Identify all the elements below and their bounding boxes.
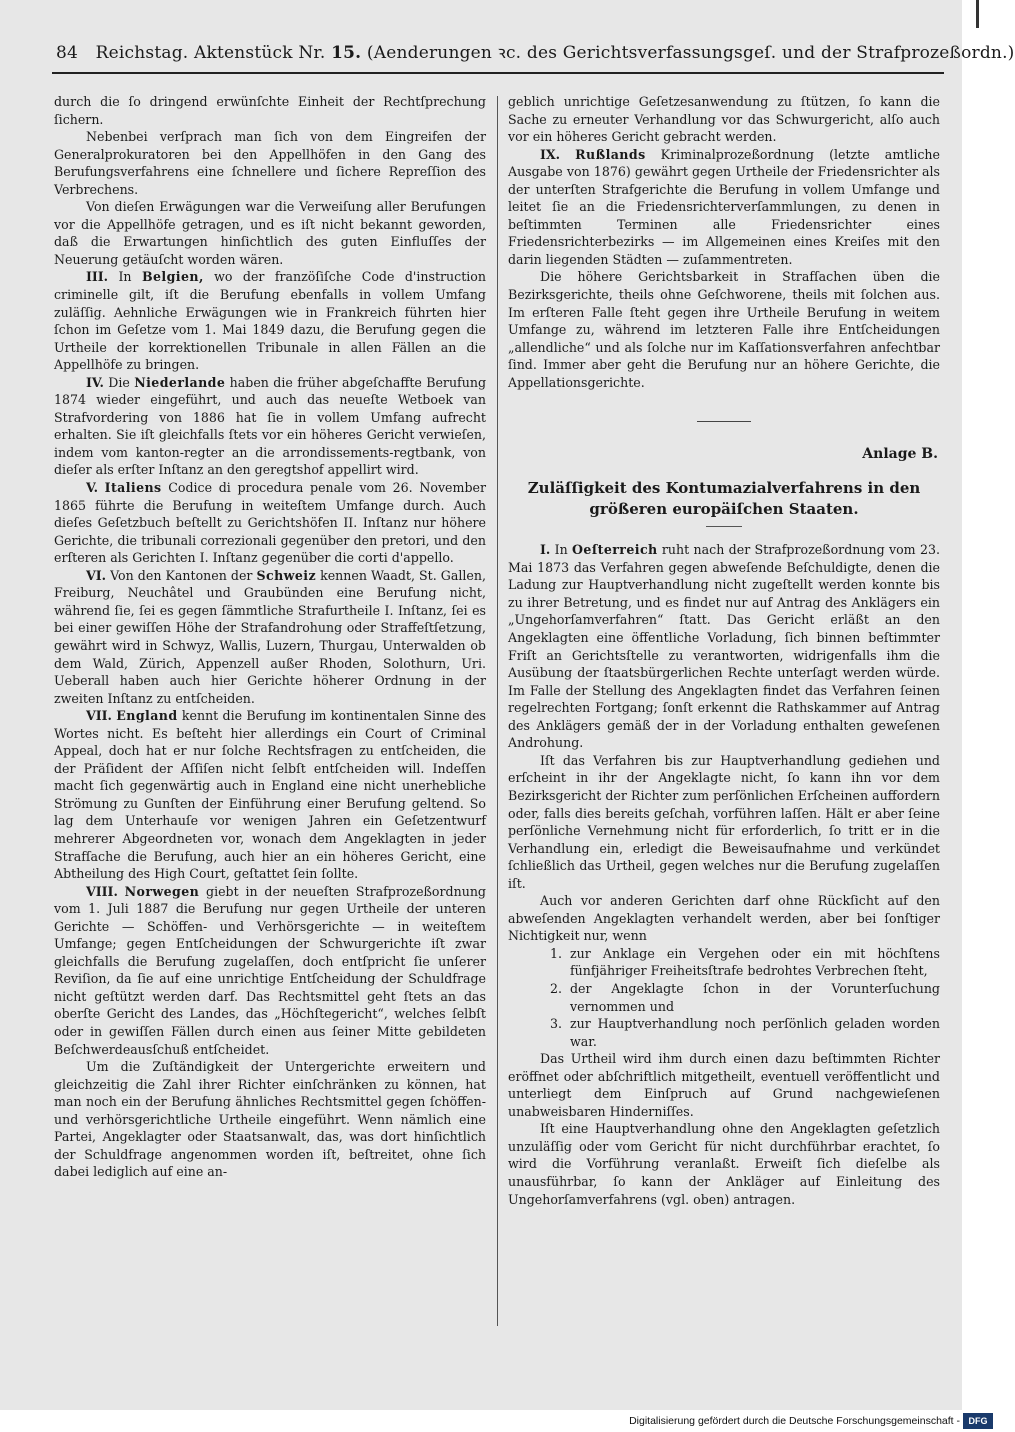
list-number: 1.: [550, 945, 563, 961]
paragraph: durch die ſo dringend erwünſchte Einheit der Rechtſprechung ſichern.: [54, 94, 486, 127]
dfg-logo: DFG: [963, 1413, 993, 1429]
country-name: England: [116, 708, 178, 724]
section-text-prefix: In: [550, 542, 573, 558]
country-name: Rußlands: [575, 146, 646, 162]
country-name: Belgien,: [141, 269, 204, 285]
section-number: VI.: [86, 567, 107, 583]
section-number: IV.: [86, 374, 104, 390]
list-item: [550, 1015, 940, 1050]
paragraph: Auch vor anderen Gerichten darf ohne Rückſicht auf den abweſenden Angeklagten verhandelt werden, aber bei ſonſtiger Nichtigkeit nur, wenn: [508, 893, 940, 944]
section-england: [54, 707, 486, 882]
list-item: [550, 945, 940, 980]
running-header: [56, 38, 1015, 68]
digitization-credit: Digitalisierung gefördert durch die Deutsche Forschungsgemeinschaft -: [629, 1415, 960, 1427]
list-item: [550, 980, 940, 1015]
conditions-list: [508, 945, 940, 1050]
header-rule: [52, 72, 944, 74]
country-name: Oeſterreich: [572, 542, 658, 558]
section-number: IX.: [540, 146, 561, 162]
header-title: Reichstag. Aktenstück Nr.: [95, 43, 326, 63]
list-text: der Angeklagte ſchon in der Vorunterſuchung vernommen und: [570, 980, 940, 1014]
section-russland: [508, 146, 940, 269]
section-text: ruht nach der Strafprozeßordnung vom 23. Mai 1873 das Verfahren gegen abweſende Beſchuldigte, denen die Ladung zur Hauptverhandlung nicht zugeſtellt werden konnte bis zu ihrer Betretung, und es findet nur auf Antrag des Anklägers ein „Ungehorſamverfahren“ ſtatt. Das Gericht erläßt an den Angeklagten eine öffentliche Vorladung, ſich binnen beſtimmter Friſt an Gerichtsſtelle zu verantworten, widrigenfalls ihm die Ausübung der ſtaatsbürgerlichen Rechte unterſagt werden würde. Im Falle der Stellung des Angeklagten findet das Verfahren ſeinen regelrechten Fortgang; ſonſt erkennt die Rathskammer auf Antrag des Anklägers gemäß der in der Vorladung enthalten geweſenen Androhung.: [508, 542, 940, 751]
section-belgien: III. In Belgien, wo der franzöſiſche Code d'instruction criminelle gilt, iſt die Berufung ebenfalls in vollem Umfang zuläſſig. Aehnliche Erwägungen wie in Frankreich führten hier ſchon im Geſetze vom 1. Mai 1849 dazu, die Berufung gegen die Urtheile der korrektionellen Tribunale in allen Fällen an die Appellhöfe zu bringen.: [54, 269, 486, 373]
list-number: 3.: [550, 1016, 563, 1032]
country-name: Italiens: [104, 480, 162, 496]
page-margin: [962, 0, 1000, 1410]
section-oesterreich: [508, 541, 940, 752]
section-text-prefix: Von den Kantonen der: [106, 567, 257, 583]
country-name: Norwegen: [124, 883, 200, 899]
section-text: wo der franzöſiſche Code d'instruction criminelle gilt, iſt die Berufung ebenfalls in vollem Umfang zuläſſig. Aehnliche Erwägungen wie in Frankreich führten hier ſchon im Geſetze vom 1. Mai 1849 dazu, die Berufung gegen die Urtheile der korrektionellen Tribunale in allen Fällen an die Appellhöfe zu bringen.: [54, 269, 486, 373]
page-number: 84: [56, 43, 79, 63]
section-number: III.: [86, 269, 109, 285]
appendix-heading: Zuläſſigkeit des Kontumazialverfahrens in den größeren europäiſchen Staaten.: [527, 479, 921, 519]
left-column: [54, 93, 486, 1181]
paragraph: Von dieſen Erwägungen war die Verweiſung aller Berufungen vor die Appellhöfe getragen, und es iſt nicht bekannt geworden, daß die Erwartungen hinſichtlich des guten Einfluſſes der Neuerung getäuſcht worden wären.: [54, 199, 486, 267]
paragraph: Das Urtheil wird ihm durch einen dazu beſtimmten Richter eröffnet oder abſchriftlich mitgetheilt, eventuell veröffentlicht und unterliegt dem Einſpruch auf Grund nachgewieſenen unabweisbaren Hinderniſſes.: [508, 1051, 940, 1119]
country-name: Niederlande: [134, 374, 226, 390]
paragraph: Um die Zuſtändigkeit der Untergerichte erweitern und gleichzeitig die Zahl ihrer Richter einſchränken zu können, hat man noch ein der Berufung ähnliches Rechtsmittel gegen ſchöffen- und verhörsgerichtliche Urtheile eingeführt. Wenn nämlich eine Partei, Angeklagter oder Staatsanwalt, das, was dort hinſichtlich der Schuldfrage angenommen worden iſt, beſtreitet, ohne ſich dabei lediglich auf eine an-: [54, 1059, 486, 1180]
paragraph: Nebenbei verſprach man ſich von dem Eingreifen der Generalprokuratoren bei den Appellhöfen in den Gang des Berufungsverfahrens eine ſchnellere und ſichere Repreſſion des Verbrechens.: [54, 129, 486, 197]
section-text-prefix: Die: [103, 374, 135, 390]
list-text: zur Anklage ein Vergehen oder ein mit höchſtens fünfjähriger Freiheitsſtrafe bedrohtes Verbrechen ſteht,: [570, 945, 940, 979]
right-column: [508, 93, 940, 1208]
paragraph: geblich unrichtige Geſetzesanwendung zu ſtützen, ſo kann die Sache zu erneuter Verhandlung vor das Schwurgericht, alſo auch vor ein höheres Gericht gebracht werden.: [508, 94, 940, 145]
heading-separator: [706, 526, 742, 527]
scan-edge-mark: [976, 0, 979, 28]
list-text: zur Hauptverhandlung noch perſönlich geladen worden war.: [570, 1016, 940, 1049]
header-subtitle: (Aenderungen ꝛc. des Gerichtsverfassungsgeſ. und der Strafprozeßordn.): [366, 43, 1015, 63]
section-text: kennt die Berufung im kontinentalen Sinne des Wortes nicht. Es beſteht hier allerdings ein Court of Criminal Appeal, doch hat er nur ſolche Rechtsfragen zu entſcheiden, die der Präſident der Aſſiſen nicht ſelbſt entſcheiden will. Indeſſen macht ſich gegenwärtig auch in England eine nicht unerhebliche Strömung zu Gunſten der Einführung einer Berufung geltend. So lag dem Unterhauſe vor wenigen Jahren ein Geſetzentwurf mehrerer Abgeordneten vor, wonach dem Angeklagten in jeder Strafſache die Berufung, auch hier an ein höheres Gericht, eine Abtheilung des High Court, geſtattet ſein ſollte.: [54, 708, 486, 882]
section-separator: [697, 421, 751, 422]
section-norwegen: [54, 883, 486, 1058]
paragraph: Iſt eine Hauptverhandlung ohne den Angeklagten geſetzlich unzuläſſig oder vom Gericht für nicht durchführbar erachtet, ſo wird die Vorführung veranlaßt. Erweiſt ſich dieſelbe als unausführbar, ſo kann der Ankläger auf Einleitung des Ungehorſamverfahrens (vgl. oben) antragen.: [508, 1121, 940, 1207]
section-text: haben die früher abgeſchaffte Berufung 1874 wieder eingeführt, und auch das neueſte Wetboek van Strafvordering von 1886 hat ſie in vollem Umfang aufrecht erhalten. Sie iſt gleichfalls ſtets vor ein höheres Gericht verwieſen, indem vom kanton-regter an die arrondissements-regtbank, von dieſer als erſter Inſtanz an den geregtshof appellirt wird.: [54, 374, 487, 478]
section-niederlande: [54, 374, 486, 479]
section-number: V.: [86, 480, 98, 496]
document-number: 15.: [331, 43, 362, 63]
section-schweiz: [54, 567, 486, 707]
section-number: VIII.: [86, 883, 118, 899]
section-text: Kriminalprozeßordnung (letzte amtliche Ausgabe von 1876) gewährt gegen Urtheile der Friedensrichter als der unterſten Strafgerichte die Berufung in vollem Umfange und leitet ſie an die Friedensrichterverſammlungen, zu denen in beſtimmten Terminen alle Friedensrichter eines Friedensrichterbezirks — im Allgemeinen eines Kreiſes mit den darin liegenden Städten — zuſammentreten.: [508, 146, 940, 267]
country-name: Schweiz: [256, 567, 317, 583]
appendix-label: Anlage B.: [862, 446, 938, 463]
section-text: giebt in der neueſten Strafprozeßordnung vom 1. Juli 1887 die Berufung nur gegen Urtheile der unteren Gerichte — Schöffen- und Verhörsgerichte — in weiteſtem Umfange; gegen Entſcheidungen der Schwurgerichte iſt zwar gleichfalls die Berufung zugelaſſen, doch entſpricht ſie unſerer Reviſion, da ſie auf eine unrichtige Entſcheidung der Schuldfrage nicht geſtützt werden darf. Das Rechtsmittel geht ſtets an das oberſte Gericht des Landes, das „Höchſtegericht“, welches ſelbſt oder in gewiſſen Fällen durch einen aus ſeiner Mitte gebildeten Beſchwerdeausſchuß entſcheidet.: [54, 883, 486, 1057]
paragraph: Iſt das Verfahren bis zur Hauptverhandlung gediehen und erſcheint in ihr der Angeklagte nicht, ſo kann ihn vor dem Bezirksgericht der Richter zum perſönlichen Erſcheinen auffordern oder, falls dies bereits geſchah, vorführen laſſen. Hält er aber ſeine perſönliche Vernehmung nicht für erforderlich, ſo tritt er in die Verhandlung ein, erledigt die Beweisaufnahme und verkündet ſchließlich das Urtheil, gegen welches nur die Berufung zugelaſſen iſt.: [508, 752, 940, 891]
section-number: VII.: [86, 708, 112, 724]
section-number: I.: [540, 542, 551, 558]
section-text: kennen Waadt, St. Gallen, Freiburg, Neuchâtel und Graubünden eine Berufung nicht, während ſie, ſei es gegen ſämmtliche Strafurtheile I. Inſtanz, ſei es bei einer gewiſſen Höhe der Strafandrohung oder Straffeſtſetzung, gewährt wird in Schwyz, Wallis, Luzern, Thurgau, Unterwalden ob dem Wald, Zürich, Appenzell außer Rhoden, Solothurn, Uri. Ueberall haben auch hier Gerichte höherer Ordnung in der zweiten Inſtanz zu entſcheiden.: [54, 567, 487, 706]
column-divider: [497, 96, 498, 1326]
list-number: 2.: [550, 980, 563, 996]
section-italien: [54, 479, 486, 567]
section-text: Codice di procedura penale vom 26. November 1865 führte die Berufung in weiteſtem Umfange durch. Auch dieſes Geſetzbuch beſtellt zu Gerichtshöfen II. Inſtanz nur höhere Gerichte, die tribunali correzionali gegenüber den pretori, und den erſteren als Gerichten I. Inſtanz gegenüber die corti d'appello.: [54, 480, 486, 566]
paragraph: Die höhere Gerichtsbarkeit in Strafſachen üben die Bezirksgerichte, theils ohne Geſchworene, theils mit ſolchen aus. Im erſteren Falle ſteht gegen ihre Urtheile Berufung in weitem Umfange zu, während im letzteren Falle ihre Entſcheidungen „allendliche“ und als ſolche nur im Kaſſationsverfahren anfechtbar ſind. Immer aber geht die Berufung nur an höhere Gerichte, die Appellationsgerichte.: [508, 269, 940, 390]
